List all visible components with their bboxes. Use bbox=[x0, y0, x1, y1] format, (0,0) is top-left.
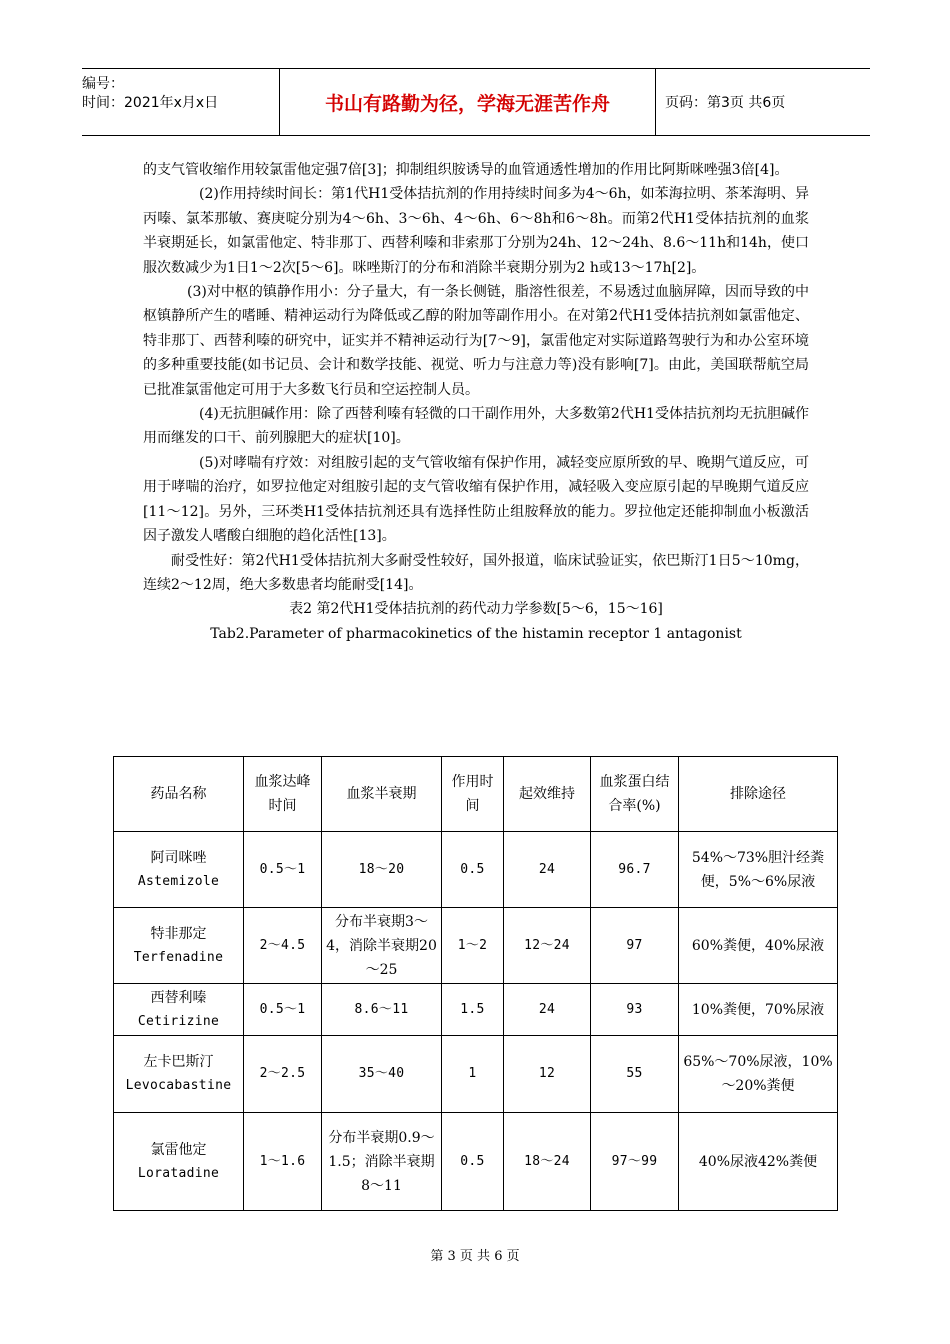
drug-name-cn: 氯雷他定 bbox=[150, 1141, 207, 1158]
drug-name-en: Loratadine bbox=[137, 1165, 220, 1181]
drug-name-cell bbox=[114, 1036, 244, 1113]
column-header: 血浆达峰时间 bbox=[244, 757, 322, 832]
drug-name-cell bbox=[114, 1113, 244, 1211]
table-row bbox=[114, 1036, 838, 1113]
half-life-cell: 8.6～11 bbox=[322, 984, 442, 1036]
header-meta bbox=[82, 69, 280, 135]
header-page-number: 页码：第3页 共6页 bbox=[665, 95, 786, 111]
excretion-cell: 10%粪便，70%尿液 bbox=[679, 984, 838, 1036]
column-header: 起效维持 bbox=[504, 757, 591, 832]
drug-name-cn: 阿司咪唑 bbox=[150, 849, 207, 866]
binding-rate-cell: 97 bbox=[591, 908, 679, 984]
document-number: 编号： bbox=[82, 76, 124, 92]
drug-name-cell bbox=[114, 984, 244, 1036]
header-motto: 书山有路勤为径，学海无涯苦作舟 bbox=[280, 69, 656, 135]
duration-cell: 1 bbox=[442, 1036, 504, 1113]
page-header bbox=[82, 68, 870, 136]
binding-rate-cell: 97～99 bbox=[591, 1113, 679, 1211]
onset-cell: 18～24 bbox=[504, 1113, 591, 1211]
paragraph: (4)无抗胆碱作用：除了西替利嗪有轻微的口干副作用外，大多数第2代H1受体拮抗剂均无抗胆碱作用而继发的口干、前列腺肥大的症状[10]。 bbox=[143, 406, 809, 447]
table-header-row bbox=[114, 757, 838, 832]
duration-cell: 1～2 bbox=[442, 908, 504, 984]
duration-cell: 0.5 bbox=[442, 1113, 504, 1211]
paragraph: 的支气管收缩作用较氯雷他定强7倍[3]；抑制组织胺诱导的血管通透性增加的作用比阿斯咪唑强3倍[4]。 bbox=[143, 162, 789, 178]
peak-time-cell: 0.5～1 bbox=[244, 984, 322, 1036]
excretion-cell: 65%～70%尿液，10%～20%粪便 bbox=[679, 1036, 838, 1113]
drug-name-cn: 左卡巴斯汀 bbox=[143, 1054, 214, 1070]
paragraph: (5)对哮喘有疗效：对组胺引起的支气管收缩有保护作用，减轻变应原所致的早、晚期气道反应，可用于哮喘的治疗，如罗拉他定对组胺引起的支气管收缩有保护作用，减轻吸入变应原引起的早晚期气道反应[11～12]。另外，三环类H1受体拮抗剂还具有选择性防止组胺释放的能力。罗拉他定还能抑制血小板激活因子激发人嗜酸白细胞的趋化活性[13]。 bbox=[143, 454, 809, 545]
pharmacokinetics-table bbox=[113, 756, 838, 1211]
paragraph: 耐受性好：第2代H1受体拮抗剂大多耐受性较好，国外报道，临床试验证实，依巴斯汀1日5～10mg，连续2～12周，绝大多数患者均能耐受[14]。 bbox=[143, 552, 809, 593]
duration-cell: 0.5 bbox=[442, 832, 504, 908]
drug-name-en: Cetirizine bbox=[137, 1013, 220, 1029]
drug-name-cn: 特非那定 bbox=[150, 925, 207, 942]
half-life-cell: 分布半衰期3～4，消除半衰期20～25 bbox=[322, 908, 442, 984]
drug-name-en: Terfenadine bbox=[133, 949, 224, 965]
drug-name-en: Astemizole bbox=[137, 873, 220, 889]
binding-rate-cell: 55 bbox=[591, 1036, 679, 1113]
half-life-cell: 18～20 bbox=[322, 832, 442, 908]
peak-time-cell: 0.5～1 bbox=[244, 832, 322, 908]
excretion-cell: 54%～73%胆汁经粪便，5%～6%尿液 bbox=[679, 832, 838, 908]
column-header: 排除途径 bbox=[679, 757, 838, 832]
column-header: 药品名称 bbox=[114, 757, 244, 832]
duration-cell: 1.5 bbox=[442, 984, 504, 1036]
table-caption-en: Tab2.Parameter of pharmacokinetics of the histamin receptor 1 antagonist bbox=[210, 625, 742, 642]
document-date: 时间：2021年x月x日 bbox=[82, 95, 219, 111]
table-row bbox=[114, 832, 838, 908]
page-footer: 第 3 页 共 6 页 bbox=[430, 1249, 520, 1264]
table-caption-cn: 表2 第2代H1受体拮抗剂的药代动力学参数[5～6，15～16] bbox=[289, 601, 663, 618]
drug-name-cell bbox=[114, 832, 244, 908]
onset-cell: 24 bbox=[504, 984, 591, 1036]
drug-name-cn: 西替利嗪 bbox=[150, 989, 207, 1006]
paragraph: (3)对中枢的镇静作用小：分子量大，有一条长侧链，脂溶性很差，不易透过血脑屏障，因而导致的中枢镇静所产生的嗜睡、精神运动行为降低或乙醇的附加等副作用小。在对第2代H1受体拮抗剂如氯雷他定、特非那丁、西替利嗪的研究中，证实并不精神运动行为[7～9]，氯雷他定对实际道路驾驶行为和办公室环境的多种重要技能(如书记员、会计和数学技能、视觉、听力与注意力等)没有影响[7]。由此，美国联帮航空局已批准氯雷他定可用于大多数飞行员和空运控制人员。 bbox=[143, 284, 809, 398]
binding-rate-cell: 93 bbox=[591, 984, 679, 1036]
paragraph: (2)作用持续时间长：第1代H1受体拮抗剂的作用持续时间多为4～6h，如苯海拉明、茶苯海明、异丙嗪、氯苯那敏、赛庚啶分别为4～6h、3～6h、4～6h、6～8h和6～8h。而第2代H1受体拮抗剂的血浆半衰期延长，如氯雷他定、特非那丁、西替利嗪和非索那丁分别为24h、12～24h、8.6～11h和14h，使口服次数减少为1日1～2次[5～6]。咪唑斯汀的分布和消除半衰期分别为2 h或13～17h[2]。 bbox=[143, 186, 809, 276]
half-life-cell: 35～40 bbox=[322, 1036, 442, 1113]
column-header: 血浆蛋白结合率(%) bbox=[591, 757, 679, 832]
drug-name-en: Levocabastine bbox=[125, 1078, 232, 1093]
onset-cell: 12 bbox=[504, 1036, 591, 1113]
binding-rate-cell: 96.7 bbox=[591, 832, 679, 908]
excretion-cell: 40%尿液42%粪便 bbox=[679, 1113, 838, 1211]
document-body bbox=[143, 158, 809, 646]
onset-cell: 12～24 bbox=[504, 908, 591, 984]
excretion-cell: 60%粪便，40%尿液 bbox=[679, 908, 838, 984]
table-row bbox=[114, 908, 838, 984]
onset-cell: 24 bbox=[504, 832, 591, 908]
peak-time-cell: 1～1.6 bbox=[244, 1113, 322, 1211]
peak-time-cell: 2～2.5 bbox=[244, 1036, 322, 1113]
table-row bbox=[114, 984, 838, 1036]
drug-name-cell bbox=[114, 908, 244, 984]
column-header: 作用时间 bbox=[442, 757, 504, 832]
table-row bbox=[114, 1113, 838, 1211]
half-life-cell: 分布半衰期0.9～1.5；消除半衰期8～11 bbox=[322, 1113, 442, 1211]
column-header: 血浆半衰期 bbox=[322, 757, 442, 832]
peak-time-cell: 2～4.5 bbox=[244, 908, 322, 984]
